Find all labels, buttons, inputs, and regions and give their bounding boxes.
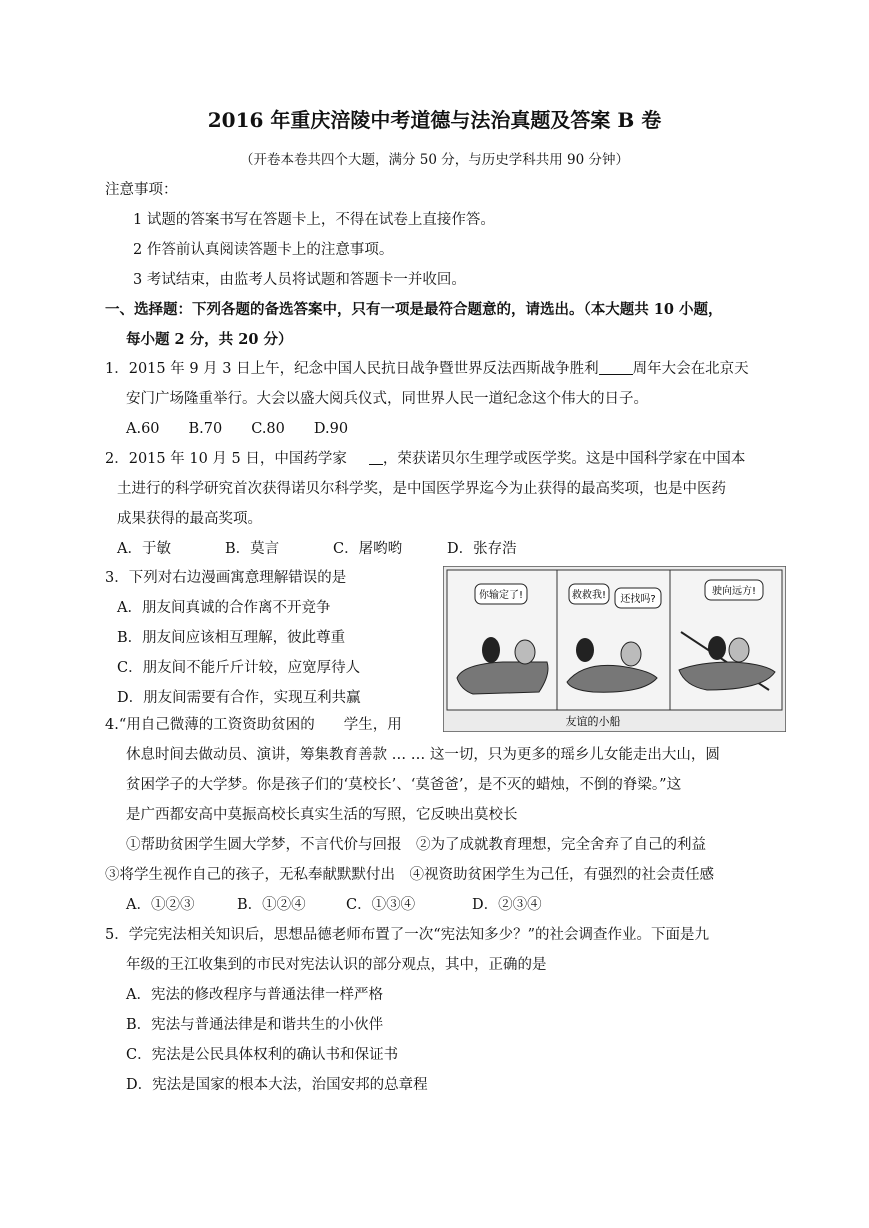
section-heading: 一、选择题：下列各题的备选答案中，只有一项是最符合题意的，请选出。（本大题共 10 小题， xyxy=(105,301,723,318)
cartoon-caption: 友谊的小船 xyxy=(565,715,621,728)
bubble-text: 驶向远方! xyxy=(711,586,757,597)
person-icon xyxy=(621,642,641,666)
option-d: D．宪法是国家的根本大法，治国安邦的总章程 xyxy=(126,1077,428,1093)
option-c: C．朋友间不能斤斤计较，应宽厚待人 xyxy=(117,660,361,676)
option-d: D．张存浩 xyxy=(447,541,517,557)
question-5-stem: 5．学完宪法相关知识后，思想品德老师布置了一次“宪法知多少？”的社会调查作业。下面是九 xyxy=(105,927,710,943)
question-2-stem xyxy=(105,450,745,468)
question-1-stem-cont: 安门广场隆重举行。大会以盛大阅兵仪式，同世界人民一道纪念这个伟大的日子。 xyxy=(126,391,648,407)
person-icon xyxy=(482,637,500,663)
bubble-text: 还找吗? xyxy=(620,594,656,605)
option-d: D．朋友间需要有合作，实现互利共赢 xyxy=(117,690,361,706)
exam-info: （开卷本卷共四个大题，满分 50 分，与历史学科共用 90 分钟） xyxy=(239,152,630,168)
person-icon xyxy=(729,638,749,662)
option-a: A．宪法的修改程序与普通法律一样严格 xyxy=(126,987,383,1003)
question-4-statements: ③将学生视作自己的孩子，无私奉献默默付出 ④视资助贫困学生为己任，有强烈的社会责任感 xyxy=(105,867,714,883)
notes-heading: 注意事项： xyxy=(105,182,178,198)
person-icon xyxy=(576,638,594,662)
option-a: A．于敏 xyxy=(117,541,171,557)
question-4-stem-cont: 休息时间去做动员、演讲，筹集教育善款 … … 这一切，只为更多的瑶乡儿女能走出大山，圆 xyxy=(126,747,720,763)
page-title: 2016 年重庆涪陵中考道德与法治真题及答案 B 卷 xyxy=(207,108,662,132)
option-b: B．宪法与普通法律是和谐共生的小伙伴 xyxy=(126,1017,384,1033)
note-item: 3 考试结束，由监考人员将试题和答题卡一并收回。 xyxy=(133,272,466,288)
question-4-stem-cont: 贫困学子的大学梦。你是孩子们的‘莫校长’、‘莫爸爸’，是不灭的蜡烛，不倒的脊梁。”这 xyxy=(126,777,682,793)
question-2-stem-cont: 成果获得的最高奖项。 xyxy=(117,511,262,527)
section-heading-cont: 每小题 2 分，共 20 分） xyxy=(126,331,293,348)
option-c: C．屠哟哟 xyxy=(333,541,403,557)
answer-blank xyxy=(599,360,633,375)
note-item: 2 作答前认真阅读答题卡上的注意事项。 xyxy=(133,242,394,258)
option-a: A．①②③ xyxy=(126,897,195,913)
q2-text-a: 2．2015 年 10 月 5 日，中国药学家 xyxy=(105,451,347,467)
option-b: B．①②④ xyxy=(237,897,306,913)
question-4-stem-cont: 是广西都安高中莫振高校长真实生活的写照，它反映出莫校长 xyxy=(126,807,518,823)
question-1-stem xyxy=(105,360,749,378)
question-5-stem-cont: 年级的王江收集到的市民对宪法认识的部分观点，其中，正确的是 xyxy=(126,957,547,973)
question-4-statements: ①帮助贫困学生圆大学梦，不言代价与回报 ②为了成就教育理想，完全舍弃了自己的利益 xyxy=(126,837,706,853)
question-1-options: A.60 B.70 C.80 D.90 xyxy=(126,421,349,437)
q1-text-a: 1．2015 年 9 月 3 日上午，纪念中国人民抗日战争暨世界反法西斯战争胜利 xyxy=(105,361,599,377)
option-c: C．宪法是公民具体权利的确认书和保证书 xyxy=(126,1047,399,1063)
question-4-stem: 4.“用自己微薄的工资资助贫困的 学生，用 xyxy=(105,717,402,733)
boat-icon xyxy=(457,662,548,694)
question-3-stem: 3．下列对右边漫画寓意理解错误的是 xyxy=(105,570,347,586)
friendship-boat-cartoon xyxy=(443,566,786,732)
person-icon xyxy=(515,640,535,664)
answer-blank xyxy=(369,450,383,465)
bubble-text: 救救我! xyxy=(571,590,607,601)
person-icon xyxy=(708,636,726,660)
option-b: B．朋友间应该相互理解，彼此尊重 xyxy=(117,630,346,646)
option-a: A．朋友间真诚的合作离不开竞争 xyxy=(117,600,331,616)
note-item: 1 试题的答案书写在答题卡上，不得在试卷上直接作答。 xyxy=(133,212,495,228)
option-d: D．②③④ xyxy=(472,897,542,913)
option-b: B．莫言 xyxy=(225,541,280,557)
option-c: C．①③④ xyxy=(346,897,416,913)
bubble-text: 你输定了! xyxy=(478,590,524,601)
q1-text-b: 周年大会在北京天 xyxy=(632,361,749,377)
question-2-stem-cont: 土进行的科学研究首次获得诺贝尔科学奖，是中国医学界迄今为止获得的最高奖项，也是中医药 xyxy=(117,481,726,497)
q2-text-b: ，荣获诺贝尔生理学或医学奖。这是中国科学家在中国本 xyxy=(382,451,746,467)
